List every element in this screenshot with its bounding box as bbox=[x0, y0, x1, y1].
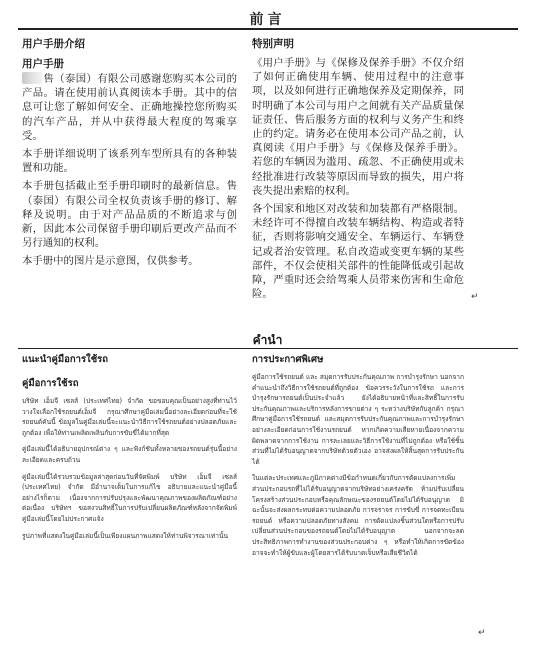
features-paragraph: 本手册详细说明了该系列车型所具有的各种装置和功能。 bbox=[22, 148, 237, 175]
section-heading: การประกาศพิเศษ bbox=[252, 354, 324, 365]
thai-preface-page bbox=[0, 322, 535, 650]
page-title: คำนำ bbox=[252, 333, 283, 347]
section-heading: 用户手册介绍 bbox=[22, 38, 85, 50]
paragraph-mark: ↵ bbox=[478, 628, 486, 638]
latest-info-paragraph: คู่มือเล่มนี้ได้รวบรวมข้อมูลล่าสุดก่อนวันที่จัดพิมพ์ บริษัท เอ็มจี เซลส์ (ประเทศไทย) จำกัด มีอำนาจเต็มในการแก้ไข อธิบายและแนะนำคู่มือนี้ อย่างไรก็ตาม เนื่องจากการปรับปรุงและพัฒนาคุณภาพของผลิตภัณฑ์อย่างต่อเนื่อง บริษัทฯ ขอสงวนสิทธิ์ในการปรับเปลี่ยนผลิตภัณฑ์หลังจากจัดพิมพ์คู่มือเล่มนี้โดยไม่ประกาศแจ้ง bbox=[22, 472, 237, 523]
intro-paragraph: 售（泰国）有限公司感谢您购买本公司的产品。请在使用前认真阅读本手册。其中的信息可让您了解如何安全、正确地操控您所购买的汽车产品，并从中获得最大程度的驾乘享受。 bbox=[22, 73, 237, 142]
images-note-paragraph: 本手册中的图片是示意图，仅供参考。 bbox=[22, 255, 199, 268]
intro-paragraph: บริษัท เอ็มจี เซลส์ (ประเทศไทย) จำกัด ขอขอบคุณเป็นอย่างสูงที่ท่านไว้วางใจเลือกใช้รถยนต์เอ็มจี กรุณาศึกษาคู่มือเล่มนี้อย่างละเอียดก่อนที่จะใช้รถยนต์คันนี้ ข้อมูลในคู่มือเล่มนี้จะแนะนำวิธีการใช้รถยนต์อย่างปลอดภัยและถูกต้อง เพื่อให้ท่านเพลิดเพลินกับการขับขี่ได้มากที่สุด bbox=[22, 397, 237, 437]
chinese-preface-page bbox=[0, 0, 535, 318]
page-title: 前言 bbox=[249, 12, 286, 28]
redacted-brand-name bbox=[22, 72, 42, 84]
left-column bbox=[22, 36, 237, 273]
left-column bbox=[22, 352, 237, 547]
special-statement-paragraph: คู่มือการใช้รถยนต์ และ สมุดการรับประกันคุณภาพ การบำรุงรักษา นอกจากคำแนะนำถึงวิธีการใช้รถยนต์ที่ถูกต้อง ข้อควรระวังในการใช้รถ และการบำรุงรักษารถยนต์เป็นประจำแล้ว ยังได้อธิบายหน้าที่และสิทธิ์ในการรับประกันคุณภาพและบริการหลังการขายต่าง ๆ ระหว่างบริษัทกับลูกค้า กรุณาศึกษาคู่มือการใช้รถยนต์ และสมุดการรับประกันคุณภาพและการบำรุงรักษาอย่างละเอียดก่อนการใช้งานรถยนต์ หากเกิดความเสียหายเนื่องจากความผิดพลาดจากการใช้งาน การละเลยและวิธีการใช้งานที่ไม่ถูกต้อง หรือใช้ชิ้นส่วนที่ไม่ได้รับอนุญาตจากบริษัทด้วยตัวเอง อาจส่งผลให้สิ้นสุดการรับประกันได้ bbox=[252, 373, 464, 466]
section-heading: แนะนำคู่มือการใช้รถ bbox=[22, 354, 109, 365]
features-paragraph: คู่มือเล่มนี้ได้อธิบายอุปกรณ์ต่าง ๆ และฟังก์ชันทั้งหลายของรถยนต์รุ่นนี้อย่างละเอียดและครบถ้วน bbox=[22, 445, 237, 464]
title-rule bbox=[18, 348, 518, 349]
modification-paragraph: ในแต่ละประเทศและภูมิภาคต่างมีข้อกำหนดเกี่ยวกับการดัดแปลงการเพิ่มส่วนประกอบรถที่ไม่ได้รับอนุญาตจากบริษัทอย่างเคร่งครัด ห้ามปรับเปลี่ยนโครงสร้างส่วนประกอบหรือคุณลักษณะของรถยนต์โดยไม่ได้รับอนุญาต มิฉะนั้นจะส่งผลกระทบต่อความปลอดภัย การจราจร การขับขี่ การจดทะเบียนรถยนต์ หรือความปลอดภัยทางสังคม การดัดแปลงชิ้นส่วนใดหรือการปรับเปลี่ยนส่วนประกอบของรถยนต์โดยไม่ได้รับอนุญาต นอกจากจะลดประสิทธิภาพการทำงานของส่วนประกอบต่าง ๆ หรือทำให้เกิดการขัดข้อง อาจจะทำให้ผู้ขับและผู้โดยสารได้รับบาดเจ็บหรือเสียชีวิตได้ bbox=[252, 474, 464, 557]
paragraph-mark: ↵ bbox=[471, 292, 479, 302]
title-rule bbox=[18, 28, 518, 30]
sub-heading: 用户手册 bbox=[22, 58, 64, 70]
modification-paragraph: 各个国家和地区对改装和加装都有严格限制。未经许可不得擅自改装车辆结构、构造或者特征，否则将影响交通安全、车辆运行、车辆登记或者治安管理。私自改造或变更车辆的某些部件，不仅会使相关部件的性能降低或引起故障，严重时还会给驾乘人员带来伤害和生命危险。 bbox=[252, 203, 464, 301]
special-statement-paragraph: 《用户手册》与《保修及保养手册》不仅介绍了如何正确使用车辆、使用过程中的注意事项，以及如何进行正确地保养及定期保养，同时明确了本公司与用户之间就有关产品质量保证责任、售后服务方面的权利与义务产生和终止的约定。请务必在使用本公司产品之前，认真阅读《用户手册》与《保修及保养手册》。若您的车辆因为滥用、疏忽、不正确使用或未经批准进行改装等原因而导致的损失，用户将丧失提出索赔的权利。 bbox=[252, 57, 464, 197]
right-column bbox=[252, 352, 464, 564]
latest-info-paragraph: 本手册包括截止至手册印刷时的最新信息。售（泰国）有限公司全权负责该手册的修订、解释及说明。由于对产品品质的不断追求与创新，因此本公司保留手册印刷后更改产品而不另行通知的权利。 bbox=[22, 180, 237, 250]
sub-heading: คู่มือการใช้รถ bbox=[22, 378, 79, 389]
right-column bbox=[252, 36, 464, 305]
images-note-paragraph: รูปภาพที่แสดงในคู่มือเล่มนี้เป็นเพียงแผนภาพแสดงให้ท่านพิจารณาเท่านั้น bbox=[22, 531, 228, 540]
section-heading: 特别声明 bbox=[252, 38, 294, 50]
